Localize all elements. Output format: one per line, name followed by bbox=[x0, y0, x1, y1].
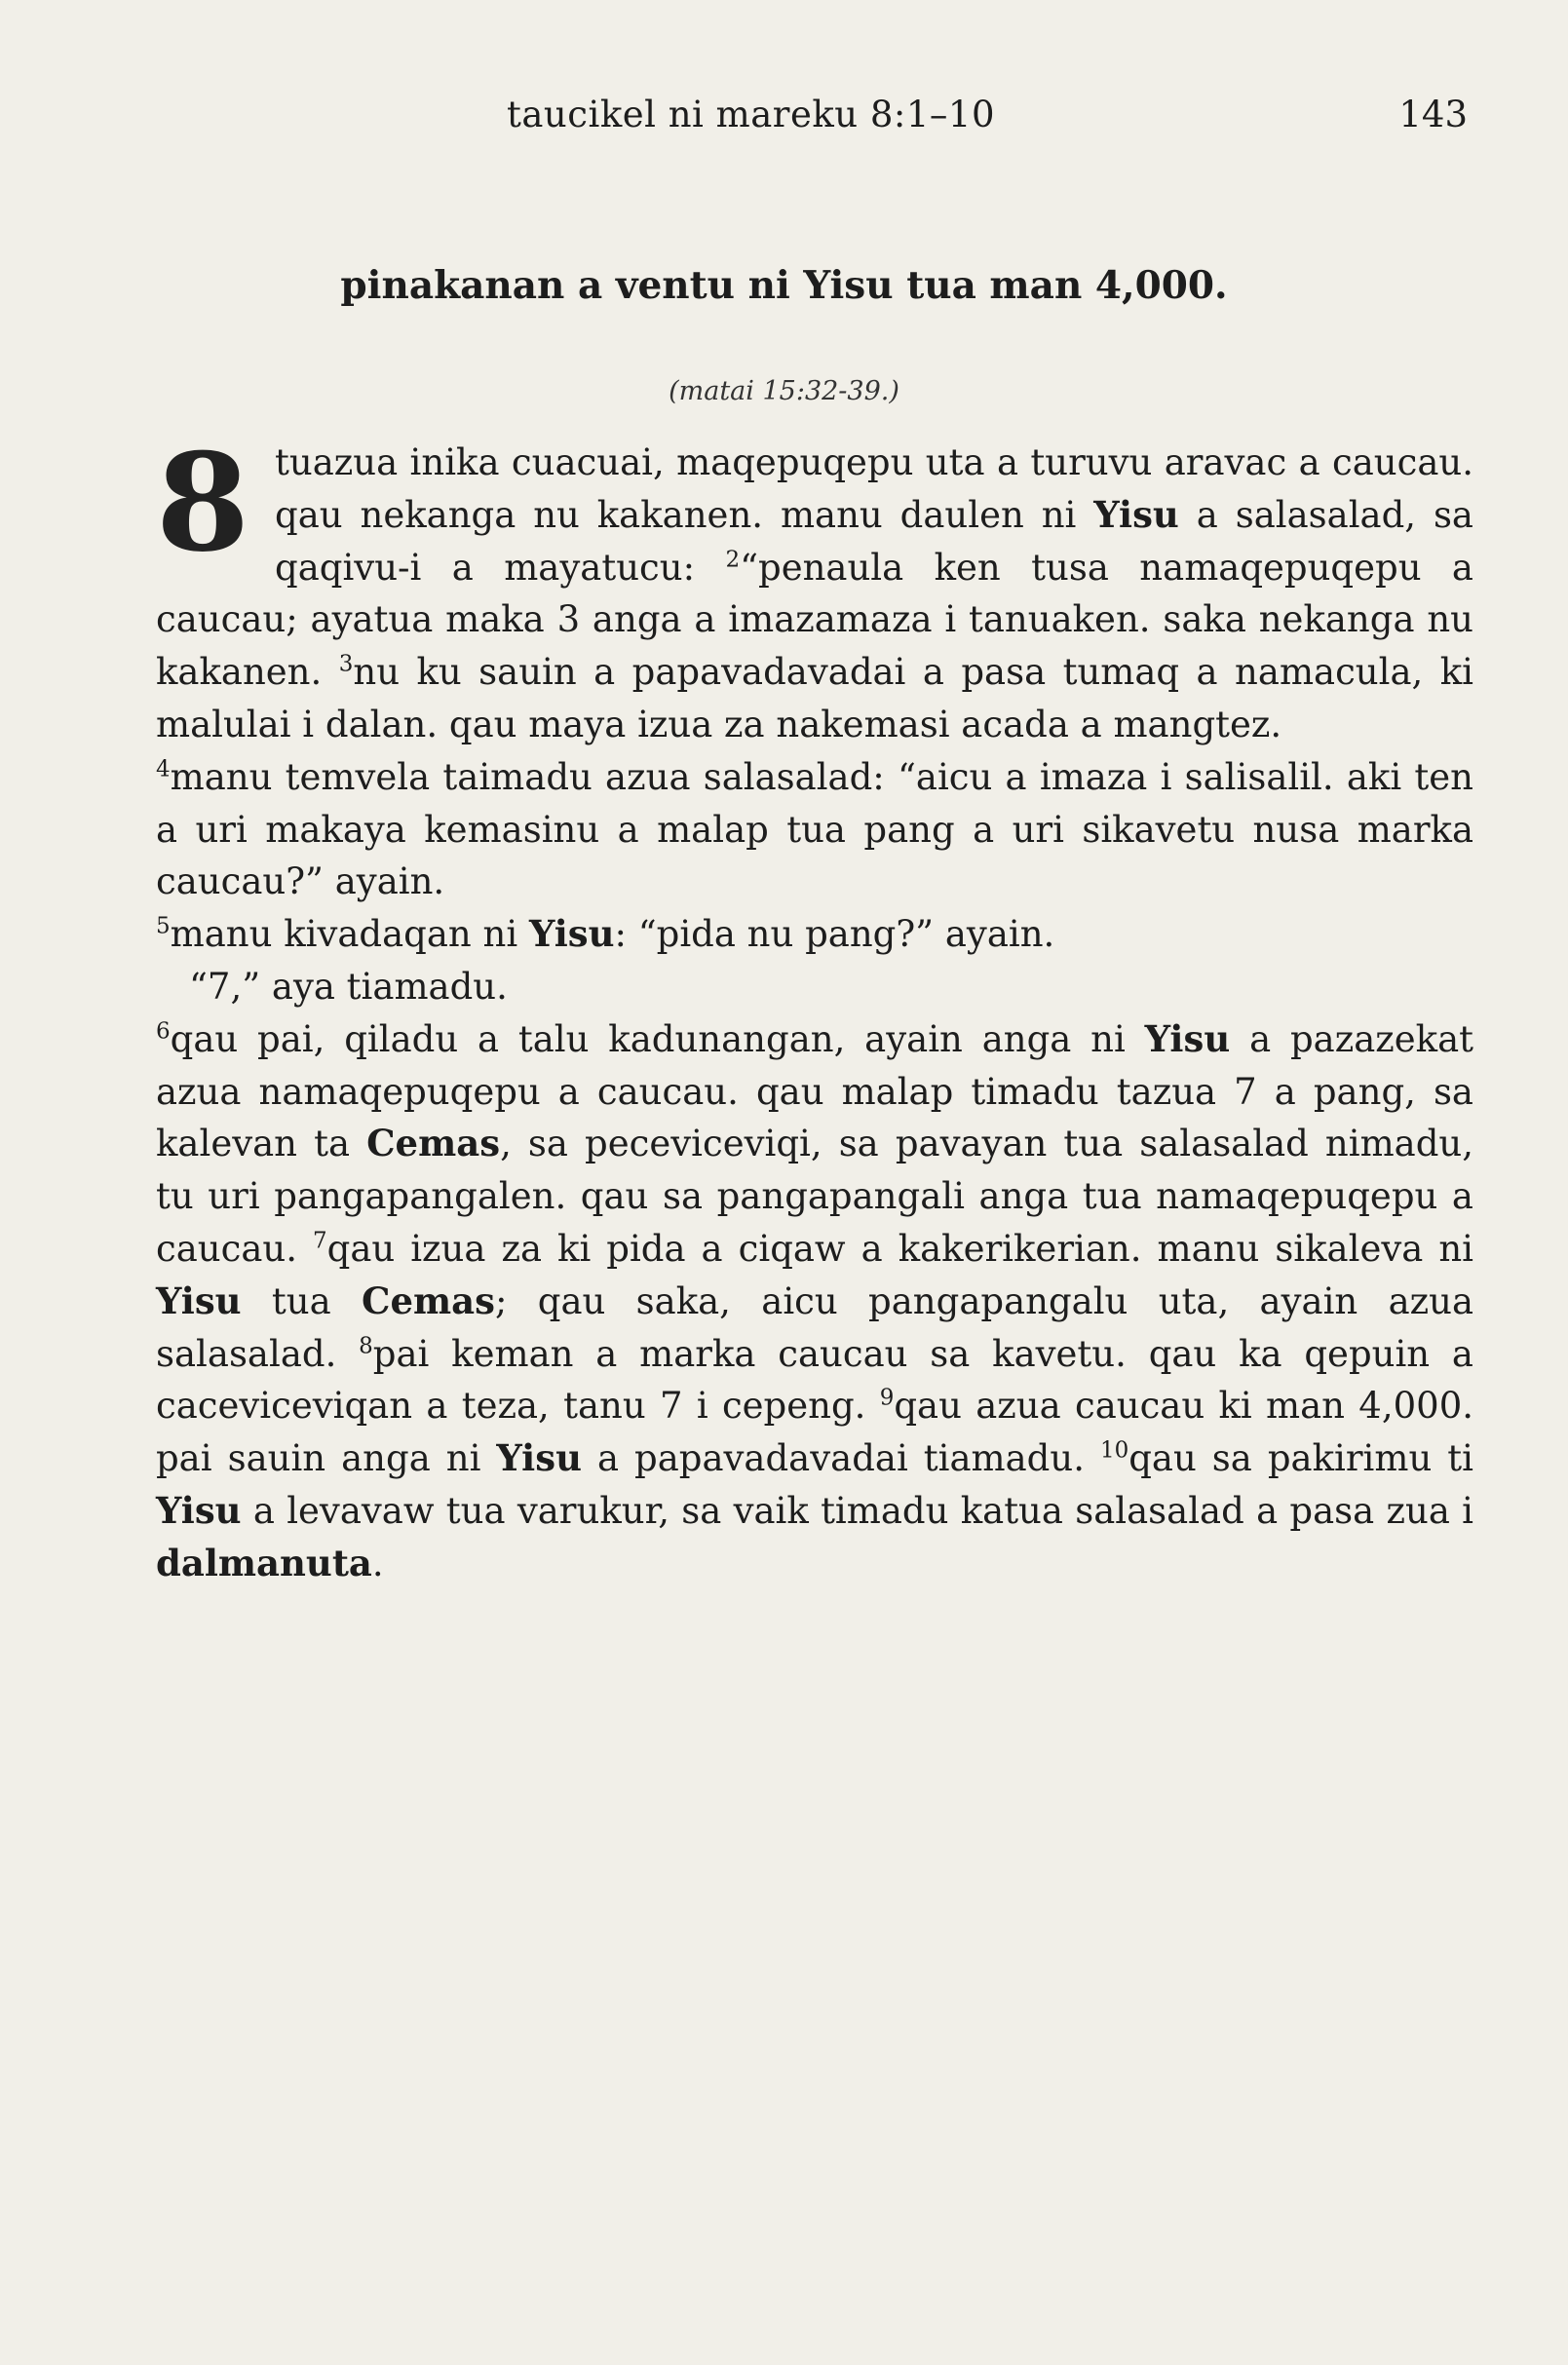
verse-number: 6 bbox=[156, 1018, 171, 1045]
verse-number: 7 bbox=[313, 1228, 327, 1254]
verse-text: “7,” aya tiamadu. bbox=[189, 965, 508, 1008]
name-cemas: Cemas bbox=[362, 1278, 495, 1322]
verse-text: tuazua inika cuacuai, maqepuqepu uta a turuvu aravac a caucau. qau nekanga nu kakanen. manu daulen ni bbox=[275, 441, 1473, 536]
verse-number: 4 bbox=[156, 756, 171, 782]
verse-number: 3 bbox=[338, 651, 354, 677]
verse-number: 8 bbox=[359, 1333, 373, 1359]
chapter-text bbox=[156, 423, 1474, 1590]
cross-reference: (matai 15:32-39.) bbox=[669, 376, 899, 406]
verse-text: qau izua za ki pida a ciqaw a kakerikerian. manu sikaleva ni bbox=[326, 1227, 1473, 1270]
verse-number: 5 bbox=[156, 913, 171, 939]
running-title: taucikel ni mareku 8:1–10 bbox=[507, 94, 996, 135]
name-yisu: Yisu bbox=[156, 1488, 242, 1532]
verse-text: , sa peceviceviqi, sa pavayan tua salasalad nimadu, tu uri pangapangalen. qau sa pangapangali anga tua namaqepuqepu a caucau. bbox=[156, 1123, 1473, 1270]
page-number: 143 bbox=[1398, 94, 1468, 135]
verse-text: nu ku sauin a papavadavadai a pasa tumaq a namacula, ki malulai i dalan. qau maya izua za nakemasi acada a mangtez. bbox=[156, 651, 1473, 745]
name-yisu: Yisu bbox=[528, 912, 615, 956]
verse-text: manu temvela taimadu azua salasalad: “aicu a imaza i salisalil. aki ten a uri makaya kemasinu a malap tua pang a uri sikavetu nusa marka caucau?” ayain. bbox=[156, 755, 1473, 903]
paragraph bbox=[156, 1013, 1473, 1590]
name-yisu: Yisu bbox=[1144, 1016, 1231, 1060]
section-heading: pinakanan a ventu ni Yisu tua man 4,000. bbox=[340, 263, 1228, 308]
verse-text: pai keman a marka caucau sa kavetu. qau ka qepuin a caceviceviqan a teza, tanu 7 i cepeng. bbox=[156, 1332, 1473, 1428]
name-yisu: Yisu bbox=[496, 1436, 582, 1480]
verse-number: 9 bbox=[879, 1386, 895, 1412]
chapter-number: 8 bbox=[156, 423, 250, 582]
name-cemas: Cemas bbox=[366, 1122, 501, 1165]
verse-text: tua bbox=[241, 1279, 362, 1322]
verse-number: 2 bbox=[725, 547, 741, 573]
verse-number: 10 bbox=[1099, 1437, 1129, 1464]
verse-text: . bbox=[371, 1542, 384, 1584]
verse-text: qau azua caucau ki man 4,000. pai sauin anga ni bbox=[156, 1385, 1473, 1480]
verse-text: qau sa pakirimu ti bbox=[1128, 1437, 1473, 1480]
verse-text: a salasalad, sa qaqivu-i a mayatucu: bbox=[275, 493, 1473, 589]
verse-text: a pazazekat azua namaqepuqepu a caucau. qau malap timadu tazua 7 a pang, sa kalevan ta bbox=[156, 1017, 1473, 1165]
verse-text: qau pai, qiladu a talu kadunangan, ayain anga ni bbox=[170, 1017, 1145, 1060]
paragraph bbox=[156, 751, 1473, 908]
paragraph bbox=[156, 908, 1473, 961]
verse-text: : “pida nu pang?” ayain. bbox=[614, 913, 1055, 956]
verse-text: ; qau saka, aicu pangapangalu uta, ayain azua salasalad. bbox=[156, 1279, 1474, 1375]
name-yisu: Yisu bbox=[1093, 492, 1179, 536]
verse-text: a levavaw tua varukur, sa vaik timadu katua salasalad a pasa zua i bbox=[241, 1489, 1473, 1532]
paragraph bbox=[156, 423, 1473, 751]
paragraph bbox=[156, 961, 1473, 1013]
verse-text: “penaula ken tusa namaqepuqepu a caucau; ayatua maka 3 anga a imazamaza i tanuaken. saka nekanga nu kakanen. bbox=[156, 546, 1473, 694]
verse-text: a papavadavadai tiamadu. bbox=[581, 1437, 1100, 1480]
verse-text: manu kivadaqan ni bbox=[170, 913, 529, 956]
running-header bbox=[0, 94, 1568, 152]
name-yisu: Yisu bbox=[156, 1278, 242, 1322]
place-dalmanuta: dalmanuta bbox=[156, 1541, 372, 1584]
